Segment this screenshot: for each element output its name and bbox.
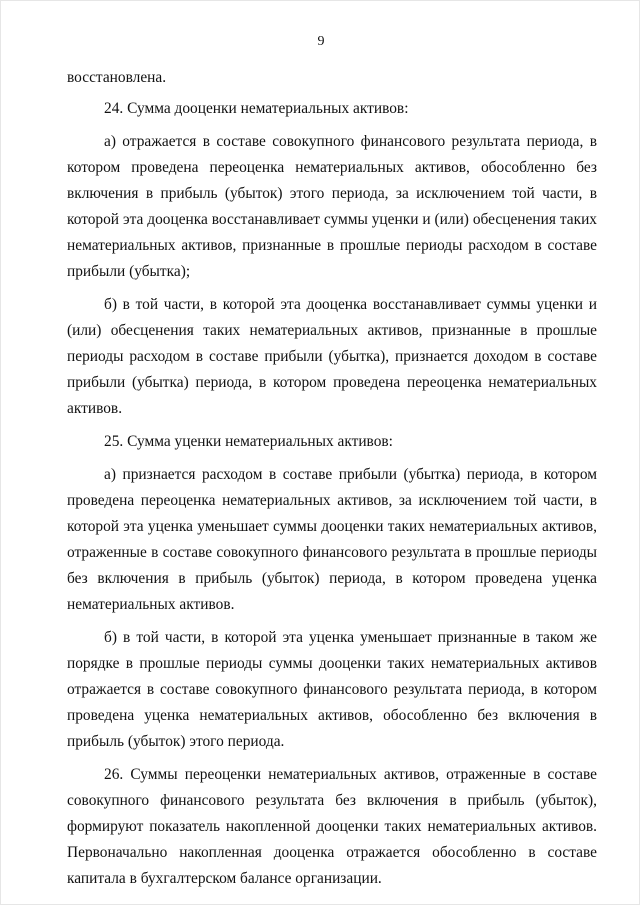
paragraph-item-25: 25. Сумма уценки нематериальных активов:: [104, 433, 393, 450]
paragraph-item-24: 24. Сумма дооценки нематериальных активов:: [104, 100, 409, 117]
paragraph-item-24-a: а) отражается в составе совокупного финансового результата периода, в котором проведена переоценка нематериальных активов, обособленно без включения в прибыль (убыток) этого периода, за исключением той части, в которой эта дооценка восстанавливает суммы уценки и (или) обесценения таких нематериальных активов, признанные в прошлые периоды расходом в составе прибыли (убытка);: [67, 133, 597, 280]
paragraph-item-24-b: б) в той части, в которой эта дооценка восстанавливает суммы уценки и (или) обесценения таких нематериальных активов, признанные в прошлые периоды расходом в составе прибыли (убытка), признается доходом в составе прибыли (убытка) периода, в котором проведена переоценка нематериальных активов.: [67, 296, 597, 417]
page-number: 9: [317, 34, 325, 49]
paragraph-item-26: 26. Суммы переоценки нематериальных активов, отраженные в составе совокупного финансового результата без включения в прибыль (убыток), формируют показатель накопленной дооценки таких нематериальных активов. Первоначально накопленная дооценка отражается обособленно в составе капитала в бухгалтерском балансе организации.: [67, 766, 597, 887]
document-body: [67, 65, 597, 892]
paragraph-continuation: восстановлена.: [67, 69, 167, 86]
paragraph-item-25-b: б) в той части, в которой эта уценка уменьшает признанные в таком же порядке в прошлые периоды суммы дооценки таких нематериальных активов отражается в составе совокупного финансового результата периода, в котором проведена уценка нематериальных активов, обособленно без включения в прибыль (убыток) этого периода.: [67, 629, 597, 750]
paragraph-item-25-a: а) признается расходом в составе прибыли (убытка) периода, в котором проведена переоценка нематериальных активов, за исключением той части, в которой эта уценка уменьшает суммы дооценки таких нематериальных активов, отраженные в составе совокупного финансового результата в прошлые периоды без включения в прибыль (убыток) периода, в котором проведена уценка нематериальных активов.: [67, 466, 597, 613]
